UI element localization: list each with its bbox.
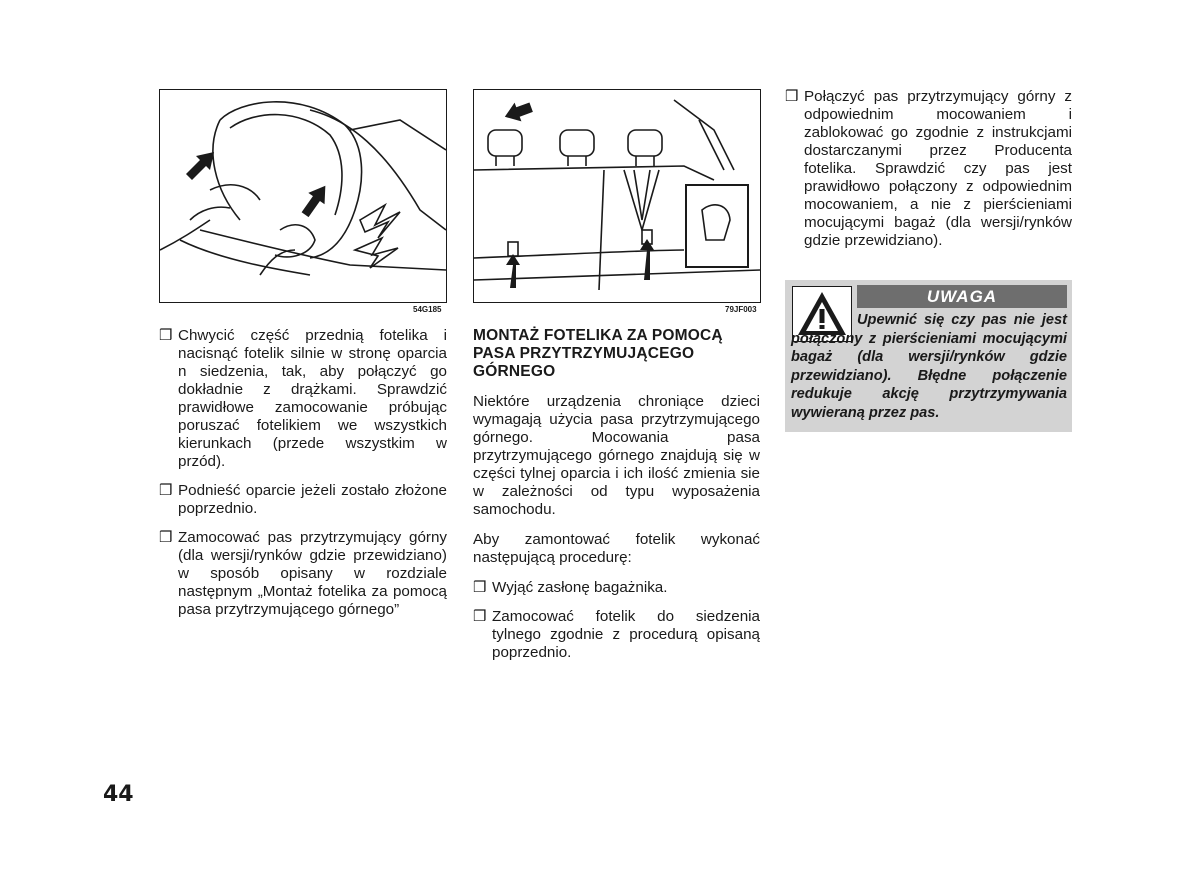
list-item-text: Zamocować fotelik do siedzenia tylnego zgodnie z procedurą opisaną poprzednio. (492, 608, 760, 661)
checkbox-bullet-icon: ❒ (159, 482, 173, 499)
list-item-text: Połączyć pas przytrzymujący górny z odpowiednim mocowaniem i zablokować go zgodnie z instrukcjami dostarczanymi przez Producenta fotelika. Sprawdzić czy pas jest prawidłowo połączony z odpowiednim mocowaniem, a nie z pierścieniami mocującymi bagaż (dla wersji/rynków gdzie przewidziano). (804, 88, 1072, 249)
warning-text: Upewnić się czy pas nie jest połączony z pierścieniami mocującymi bagaż (dla wersji/rynków gdzie przewidziano). Błędne połączenie redukuje akcję przytrzymywania wywieraną przez pas. (791, 312, 1067, 421)
warning-title: UWAGA (857, 285, 1067, 308)
figure-rear-seat-anchor (473, 89, 761, 303)
page-number: 44 (103, 782, 134, 807)
list-item (473, 608, 760, 662)
list-item-text: Chwycić część przednią fotelika i nacisnąć fotelik silnie w stronę oparcia n siedzenia, tak, aby połączyć go dokładnie z drążkami. Sprawdzić prawidłowe zamocowanie próbując poruszać fotelikiem we wszystkich kierunkach (przede wszystkim w przód). (178, 327, 447, 470)
column-1 (159, 327, 447, 630)
child-seat-illustration (160, 90, 446, 302)
checkbox-bullet-icon: ❒ (473, 608, 487, 625)
checkbox-bullet-icon: ❒ (159, 327, 173, 344)
column-2 (473, 327, 760, 673)
checkbox-bullet-icon: ❒ (159, 529, 173, 546)
paragraph: Niektóre urządzenia chroniące dzieci wymagają użycia pasa przytrzymującego górnego. Mocowania pasa przytrzymującego górnego znajdują się w części tylnej oparcia i ich ilość zmienia sie w zależności od typu wyposażenia samochodu. (473, 393, 760, 518)
section-heading: MONTAŻ FOTELIKA ZA POMOCĄ PASA PRZYTRZYMUJĄCEGO GÓRNEGO (473, 327, 723, 380)
checkbox-bullet-icon: ❒ (785, 88, 799, 105)
paragraph: Aby zamontować fotelik wykonać następującą procedurę: (473, 531, 760, 566)
list-item (159, 529, 447, 619)
figure-child-seat-push (159, 89, 447, 303)
rear-seat-illustration (474, 90, 760, 302)
figure-code-2: 79JF003 (725, 305, 757, 314)
column-3 (785, 88, 1072, 261)
warning-box (785, 280, 1072, 432)
list-item (473, 579, 760, 597)
list-item-text: Podnieść oparcie jeżeli zostało złożone poprzednio. (178, 482, 447, 517)
figure-code-1: 54G185 (413, 305, 442, 314)
list-item (785, 88, 1072, 250)
list-item-text: Wyjąć zasłonę bagażnika. (492, 579, 668, 596)
checkbox-bullet-icon: ❒ (473, 579, 487, 596)
list-item (159, 327, 447, 471)
list-item-text: Zamocować pas przytrzymujący górny (dla wersji/rynków gdzie przewidziano) w sposób opisany w rozdziale następnym „Montaż fotelika za pomocą pasa przytrzymującego górnego” (178, 529, 447, 618)
list-item (159, 482, 447, 518)
